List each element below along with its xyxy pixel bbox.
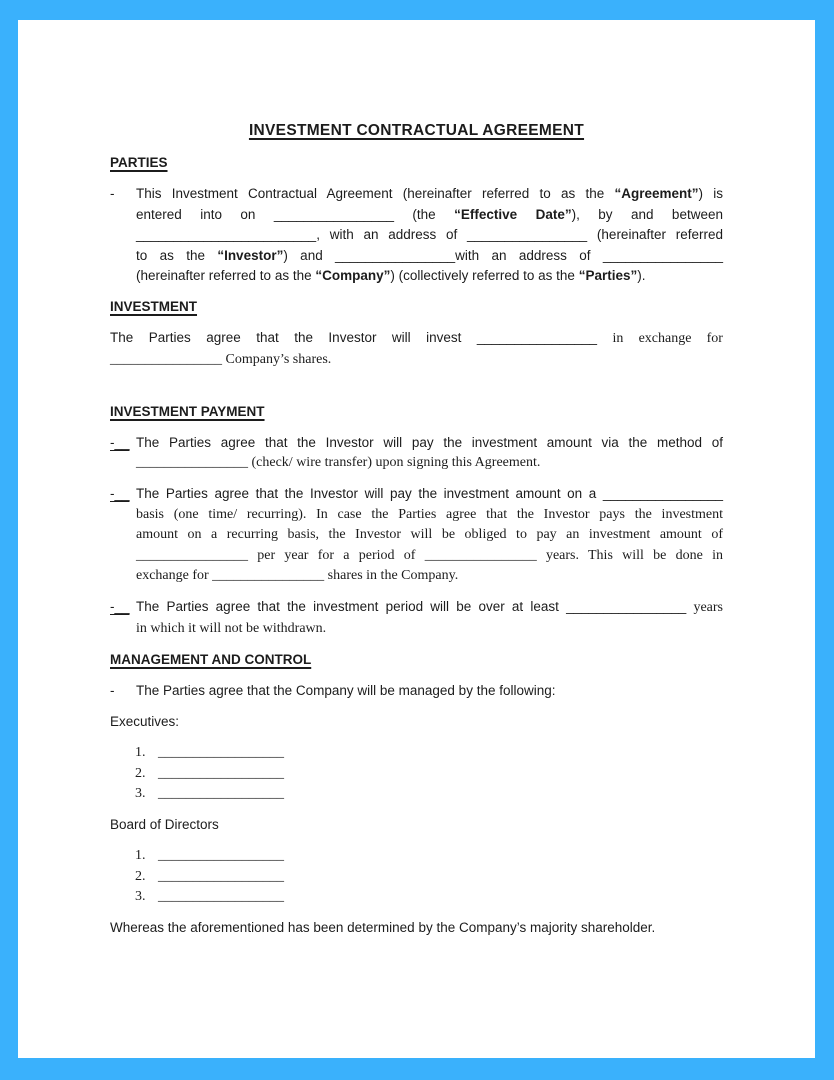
bullet-dash-underlined: -__ <box>110 434 130 450</box>
text-segment: The Parties agree that the investment period will be over at least ________________ <box>136 599 687 615</box>
text-segment: The Parties agree that the Investor will invest ________________ <box>110 330 597 346</box>
text-line <box>136 453 723 474</box>
text-segment-bold: “Agreement” <box>614 185 699 201</box>
text-segment: to as the <box>136 247 205 263</box>
text-segment: ) is <box>698 185 723 201</box>
text-segment-bold: “Effective Date” <box>454 206 572 222</box>
text-line <box>136 484 723 505</box>
text-segment: ________________________, with an address of ________________ (hereinafter referred <box>136 227 723 243</box>
payment-bullet-2 <box>110 484 723 587</box>
blank-line: __________________ <box>158 765 284 781</box>
list-number: 2. <box>135 868 146 884</box>
list-number: 3. <box>135 889 146 905</box>
board-label: Board of Directors <box>110 817 219 833</box>
text-line <box>110 328 723 350</box>
section-heading-investment-payment: INVESTMENT PAYMENT <box>110 403 265 419</box>
management-bullet <box>110 681 723 702</box>
section-heading-parties: PARTIES <box>110 155 168 170</box>
document-page <box>18 20 815 1058</box>
text-line <box>136 225 723 246</box>
text-segment-serif: years <box>693 600 723 616</box>
text-segment: The Parties agree that the Investor will pay the investment amount on a ________________ <box>136 486 723 502</box>
list-item <box>135 867 723 888</box>
section-heading-investment: INVESTMENT <box>110 299 198 315</box>
text-segment: exchange for ________________ shares in the Company. <box>136 568 459 584</box>
text-line <box>136 266 723 287</box>
payment-bullet-3 <box>110 597 723 639</box>
list-item <box>135 846 723 867</box>
text-segment: ________________ Company’s shares. <box>110 351 332 367</box>
text-segment: entered into on ________________ (the <box>136 206 436 222</box>
bullet-dash-underlined: -__ <box>110 486 130 502</box>
text-segment-bold: “Investor” <box>217 247 284 263</box>
text-segment: The Parties agree that the Company will be managed by the following: <box>136 683 556 698</box>
executives-list <box>110 743 723 805</box>
blank-line: __________________ <box>158 848 284 864</box>
text-segment: in which it will not be withdrawn. <box>136 621 327 637</box>
executives-label: Executives: <box>110 713 180 729</box>
text-segment-bold: “Company” <box>315 268 391 284</box>
text-line <box>136 525 723 546</box>
text-line <box>136 184 723 205</box>
board-list <box>110 846 723 908</box>
parties-bullet <box>110 184 723 287</box>
text-line <box>136 433 723 454</box>
text-segment: amount on a recurring basis, the Investor will be obliged to pay an investment amount of <box>136 527 723 543</box>
text-segment-bold: “Parties” <box>578 268 638 284</box>
text-segment: The Parties agree that the Investor will pay the investment amount via the method of <box>136 434 723 450</box>
text-line <box>110 350 723 371</box>
text-segment-serif: in exchange for <box>612 331 723 347</box>
document-title: INVESTMENT CONTRACTUAL AGREEMENT <box>248 122 585 139</box>
text-segment: ) and ________________with an address of ________________ <box>283 247 723 263</box>
text-line <box>136 246 723 267</box>
text-segment: ________________ (check/ wire transfer) upon signing this Agreement. <box>136 455 541 471</box>
text-segment: ) (collectively referred to as the <box>390 268 575 284</box>
list-item <box>135 743 723 764</box>
list-number: 3. <box>135 786 146 802</box>
list-number: 1. <box>135 848 146 864</box>
bullet-dash: - <box>110 683 115 698</box>
text-segment: ). <box>637 268 646 284</box>
text-line <box>136 619 723 640</box>
text-segment: (hereinafter referred to as the <box>136 268 312 284</box>
closing-statement: Whereas the aforementioned has been determined by the Company’s majority shareholder. <box>110 920 656 936</box>
list-item <box>135 784 723 805</box>
investment-paragraph <box>110 328 723 370</box>
list-item <box>135 764 723 785</box>
text-line <box>136 566 723 587</box>
text-line <box>136 597 723 619</box>
list-number: 2. <box>135 765 146 781</box>
bullet-dash-underlined: -__ <box>110 599 130 615</box>
text-line <box>136 505 723 526</box>
text-segment: basis (one time/ recurring). In case the Parties agree that the Investor pays the investment <box>136 506 723 522</box>
text-segment: ________________ per year for a period of ________________ years. This will be done in <box>136 547 723 563</box>
section-heading-management: MANAGEMENT AND CONTROL <box>110 652 312 668</box>
blank-line: __________________ <box>158 868 284 884</box>
blank-line: __________________ <box>158 786 284 802</box>
list-number: 1. <box>135 744 146 760</box>
list-item <box>135 887 723 908</box>
blank-line: __________________ <box>158 889 284 905</box>
text-line <box>136 681 723 702</box>
text-segment: This Investment Contractual Agreement (hereinafter referred to as the <box>136 185 605 201</box>
text-segment: ), by and between <box>571 206 723 222</box>
text-line <box>136 205 723 226</box>
payment-bullet-1 <box>110 433 723 474</box>
bullet-dash: - <box>110 185 115 201</box>
blank-line: __________________ <box>158 744 284 760</box>
text-line <box>136 546 723 567</box>
